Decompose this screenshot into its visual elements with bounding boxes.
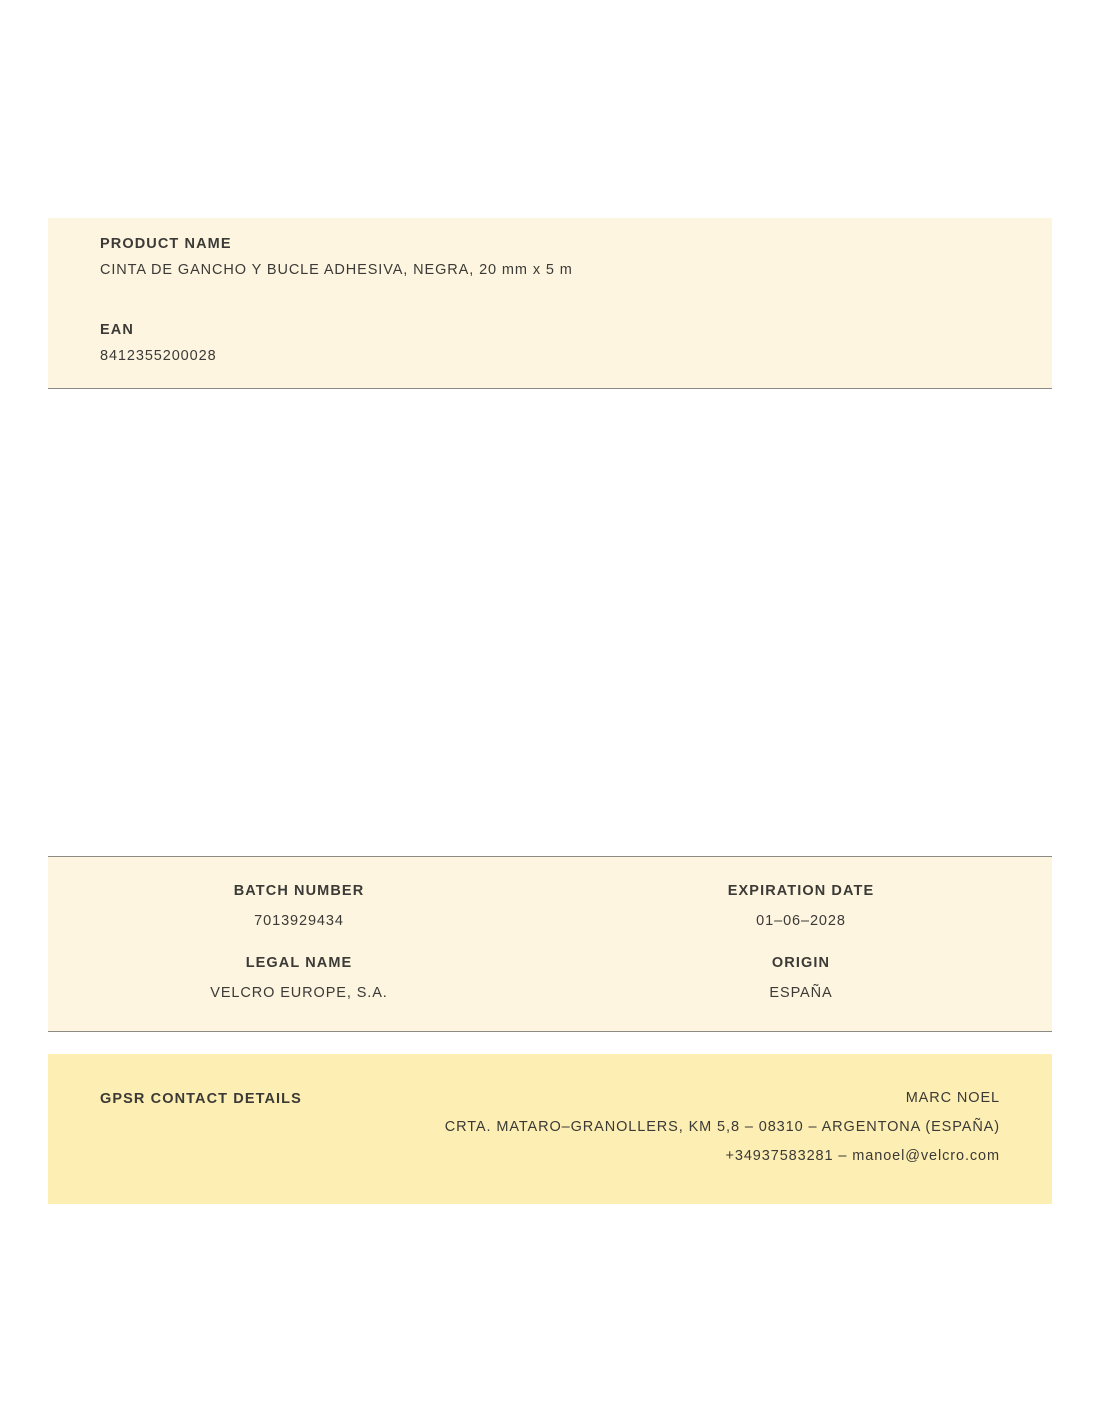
ean-label: EAN xyxy=(100,322,134,338)
gpsr-contact-block xyxy=(48,1054,1052,1204)
ean-value: 8412355200028 xyxy=(100,348,217,364)
batch-number-label: BATCH NUMBER xyxy=(233,883,365,899)
product-name-value: CINTA DE GANCHO Y BUCLE ADHESIVA, NEGRA, 20 mm x 5 m xyxy=(100,262,573,278)
expiration-date-cell xyxy=(550,883,1052,929)
origin-label: ORIGIN xyxy=(771,955,831,971)
gpsr-contact-name: MARC NOEL xyxy=(905,1090,1000,1106)
product-details-block xyxy=(48,856,1052,1032)
details-grid xyxy=(48,883,1052,1001)
origin-cell xyxy=(550,955,1052,1001)
gpsr-contact-lines xyxy=(445,1090,1000,1164)
gpsr-contact-address: CRTA. MATARO–GRANOLLERS, KM 5,8 – 08310 – ARGENTONA (ESPAÑA) xyxy=(444,1119,1000,1135)
legal-name-cell xyxy=(48,955,550,1001)
legal-name-label: LEGAL NAME xyxy=(245,955,353,971)
product-image-placeholder xyxy=(48,398,1052,856)
legal-name-value: VELCRO EUROPE, S.A. xyxy=(210,985,388,1001)
expiration-date-label: EXPIRATION DATE xyxy=(727,883,875,899)
product-name-group xyxy=(100,236,1000,278)
ean-group xyxy=(100,322,1000,364)
batch-number-value: 7013929434 xyxy=(254,913,344,929)
batch-number-cell xyxy=(48,883,550,929)
expiration-date-value: 01–06–2028 xyxy=(756,913,846,929)
origin-value: ESPAÑA xyxy=(769,985,833,1001)
product-name-label: PRODUCT NAME xyxy=(100,236,232,252)
gpsr-contact-title: GPSR CONTACT DETAILS xyxy=(100,1091,302,1107)
gpsr-contact-phone-email: +34937583281 – manoel@velcro.com xyxy=(725,1148,1000,1164)
product-info-block xyxy=(48,218,1052,389)
